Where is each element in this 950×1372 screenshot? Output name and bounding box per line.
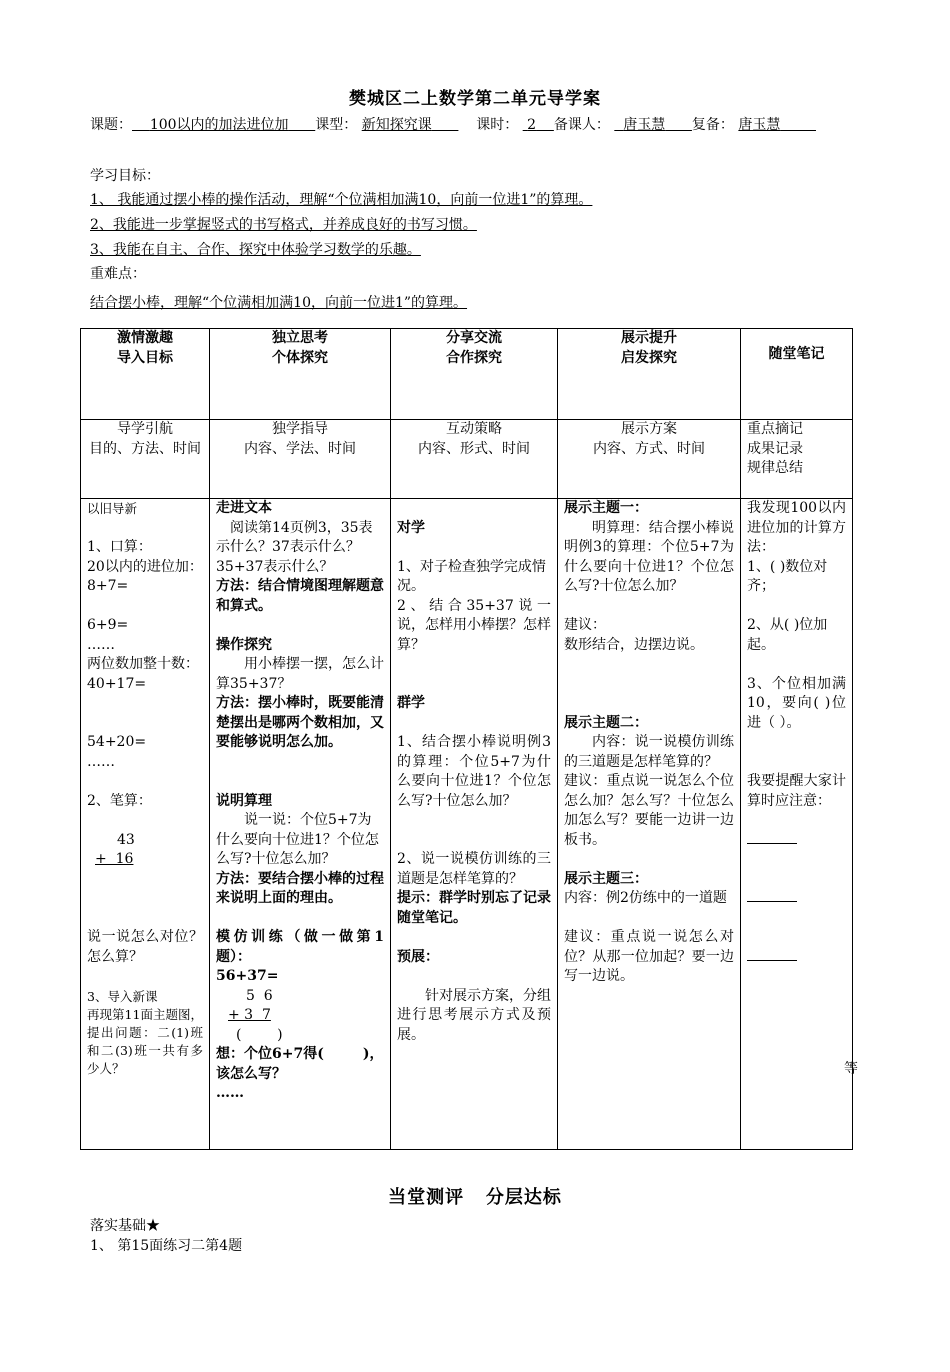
assessment-item: 1、 第15面练习二第4题 [90, 1238, 243, 1254]
section-title: 走进文本 [216, 500, 272, 516]
header-cell: 随堂笔记 [741, 329, 853, 420]
section-title: 模仿训练（做一做第1题）： [216, 929, 384, 965]
oral-title: 1、口算： [87, 539, 152, 555]
theme-title: 展示主题三： [564, 870, 648, 887]
oral-desc: 20以内的进位加： [87, 558, 203, 575]
group-tip: 提示：群学时别忘了记录随堂笔记。 [397, 890, 551, 926]
theme-text: 内容：说一说模仿训练的三道题是怎样笔算的？ [564, 734, 734, 770]
section-title: 说明算理 [216, 792, 272, 809]
suggestion-text: 建议：重点说一说怎么对位？从那一位加起？要一边写一边说。 [564, 929, 734, 984]
etc-mark: 等 [844, 1061, 858, 1077]
subheader-cell: 重点摘记 成果记录 规律总结 [741, 420, 853, 499]
oral-expr: 6+9= [87, 617, 129, 633]
suggestion-label: 建议： [564, 617, 606, 633]
theme-text: 内容：例2仿练中的一道题 [564, 890, 727, 906]
hours-value: 2 [527, 117, 537, 133]
subheader-cell: 导学引航 目的、方法、时间 [81, 420, 210, 499]
objective-item: 3、我能在自主、合作、探究中体验学习数学的乐趣。 [90, 242, 421, 258]
vertical-bottom: + 3 7 [228, 1007, 271, 1023]
header-cell: 分享交流 合作探究 [391, 329, 558, 420]
objective-item: 1、 我能通过摆小棒的操作活动，理解“个位满相加满10，向前一位进1”的算理。 [90, 192, 593, 208]
subheader-cell: 互动策略 内容、形式、时间 [391, 420, 558, 499]
oral-expr: 40+17= [87, 675, 147, 692]
key-points-label: 重难点： [90, 266, 146, 282]
table-body-row [81, 499, 853, 1150]
subheader-cell: 展示方案 内容、方式、时间 [558, 420, 741, 499]
suggestion-text: 数形结合，边摆边说。 [564, 636, 704, 653]
written-bottom: + 16 [95, 851, 134, 867]
type-value: 新知探究课 [361, 117, 432, 133]
notes-method: 2、从( )位加起。 [747, 617, 828, 653]
preview-title: 预展： [397, 948, 439, 965]
header-cell: 激情激趣 导入目标 [81, 329, 210, 420]
table-header-row [81, 329, 853, 420]
display-column [558, 499, 741, 1150]
header-cell: 独立思考 个体探究 [210, 329, 391, 420]
pair-learning-title: 对学 [397, 519, 425, 536]
blank-line [747, 901, 797, 902]
table-subheader-row [81, 420, 853, 499]
sharing-column [391, 499, 558, 1150]
topic-label: 课题： [90, 117, 132, 133]
notes-column [741, 499, 853, 1150]
suggestion-text: 建议：重点说一说怎么个位怎么加？怎么写？十位怎么加怎么写？要能一边讲一边板书。 [564, 773, 734, 848]
oral-expr: 54+20= [87, 734, 147, 750]
pair-item: 1、对子检查独学完成情况。 [397, 558, 546, 594]
intro-label: 以旧导新 [87, 501, 138, 516]
notes-method: 3、个位相加满10，要向( )位进（ ）。 [747, 675, 846, 731]
vertical-answer: ( ) [236, 1026, 283, 1043]
notes-found: 我发现100以内进位加的计算方法： [747, 500, 846, 555]
section-text: 说一说：个位5+7为什么要向十位进1？个位怎么写?十位怎么加？ [216, 812, 379, 867]
ellipsis: …… [87, 636, 115, 653]
ellipsis: …… [87, 753, 115, 770]
blank-line [747, 843, 797, 844]
type-label: 课型： [315, 117, 358, 133]
objectives-label: 学习目标： [90, 168, 160, 184]
vertical-top: 5 6 [246, 987, 273, 1004]
section-text: 用小棒摆一摆，怎么计算35+37？ [216, 656, 384, 692]
pair-item: 2、结合35+37说一说，怎样用小棒摆？怎样算？ [397, 597, 551, 653]
tens-title: 两位数加整十数： [87, 656, 199, 672]
preview-text: 针对展示方案，分组进行思考展示方式及预展。 [397, 987, 551, 1043]
group-item: 1、结合摆小棒说明例3的算理：个位5+7为什么要向十位进1？个位怎么写?十位怎么加？ [397, 734, 551, 809]
practice-equation: 56+37= [216, 968, 279, 984]
theme-title: 展示主题二： [564, 714, 648, 731]
method-text: 方法：结合情境图理解题意和算式。 [216, 578, 384, 614]
group-item: 2、说一说模仿训练的三道题是怎样笔算的？ [397, 851, 551, 887]
practice-think: 想：个位6+7得( )，该怎么写？ [216, 1046, 384, 1082]
lesson-plan-table [80, 328, 853, 1150]
blank-line [747, 960, 797, 961]
written-title: 2、笔算： [87, 792, 152, 809]
intro-column [81, 499, 210, 1150]
theme-title: 展示主题一： [564, 500, 648, 516]
method-text: 方法：摆小棒时，既要能清楚摆出是哪两个数相加，又要能够说明怎么加。 [216, 695, 384, 750]
new-lesson-title: 3、导入新课 [87, 988, 158, 1004]
lesson-meta [90, 114, 816, 134]
review-value: 唐玉慧 [738, 117, 781, 133]
assessment-title: 当堂测评 分层达标 [388, 1187, 562, 1208]
new-lesson-text: 再现第11面主题图，提出问题：二(1)班和二(3)班一共有多少人？ [87, 1007, 203, 1076]
teacher-label: 备课人： [553, 117, 610, 133]
section-text: 阅读第14页例3，35表示什么？37表示什么？35+37表示什么？ [216, 519, 373, 575]
review-label: 复备： [691, 117, 734, 133]
written-question: 说一说怎么对位？怎么算？ [87, 929, 203, 965]
notes-remind: 我要提醒大家计算时应注意： [747, 773, 846, 809]
section-title: 操作探究 [216, 636, 272, 653]
key-points-text: 结合摆小棒，理解“个位满相加满10，向前一位进1”的算理。 [90, 295, 468, 311]
notes-method: 1、( )数位对齐； [747, 558, 828, 594]
objective-item: 2、我能进一步掌握竖式的书写格式，并养成良好的书写习惯。 [90, 217, 477, 233]
oral-expr: 8+7= [87, 578, 129, 594]
method-text: 方法：要结合摆小棒的过程来说明上面的理由。 [216, 870, 384, 906]
hours-label: 课时： [476, 117, 519, 133]
group-learning-title: 群学 [397, 695, 425, 711]
assessment-basic-label: 落实基础★ [90, 1218, 160, 1234]
header-cell: 展示提升 启发探究 [558, 329, 741, 420]
written-top: 43 [117, 831, 135, 848]
theme-text: 明算理：结合摆小棒说明例3的算理：个位5+7为什么要向十位进1？个位怎么写?十位怎么加？ [564, 519, 734, 594]
document-title: 樊城区二上数学第二单元导学案 [349, 89, 601, 109]
teacher-value: 唐玉慧 [623, 117, 666, 133]
ellipsis: …… [216, 1085, 244, 1101]
subheader-cell: 独学指导 内容、学法、时间 [210, 420, 391, 499]
topic-value: 100以内的加法进位加 [149, 117, 289, 133]
independent-column [210, 499, 391, 1150]
